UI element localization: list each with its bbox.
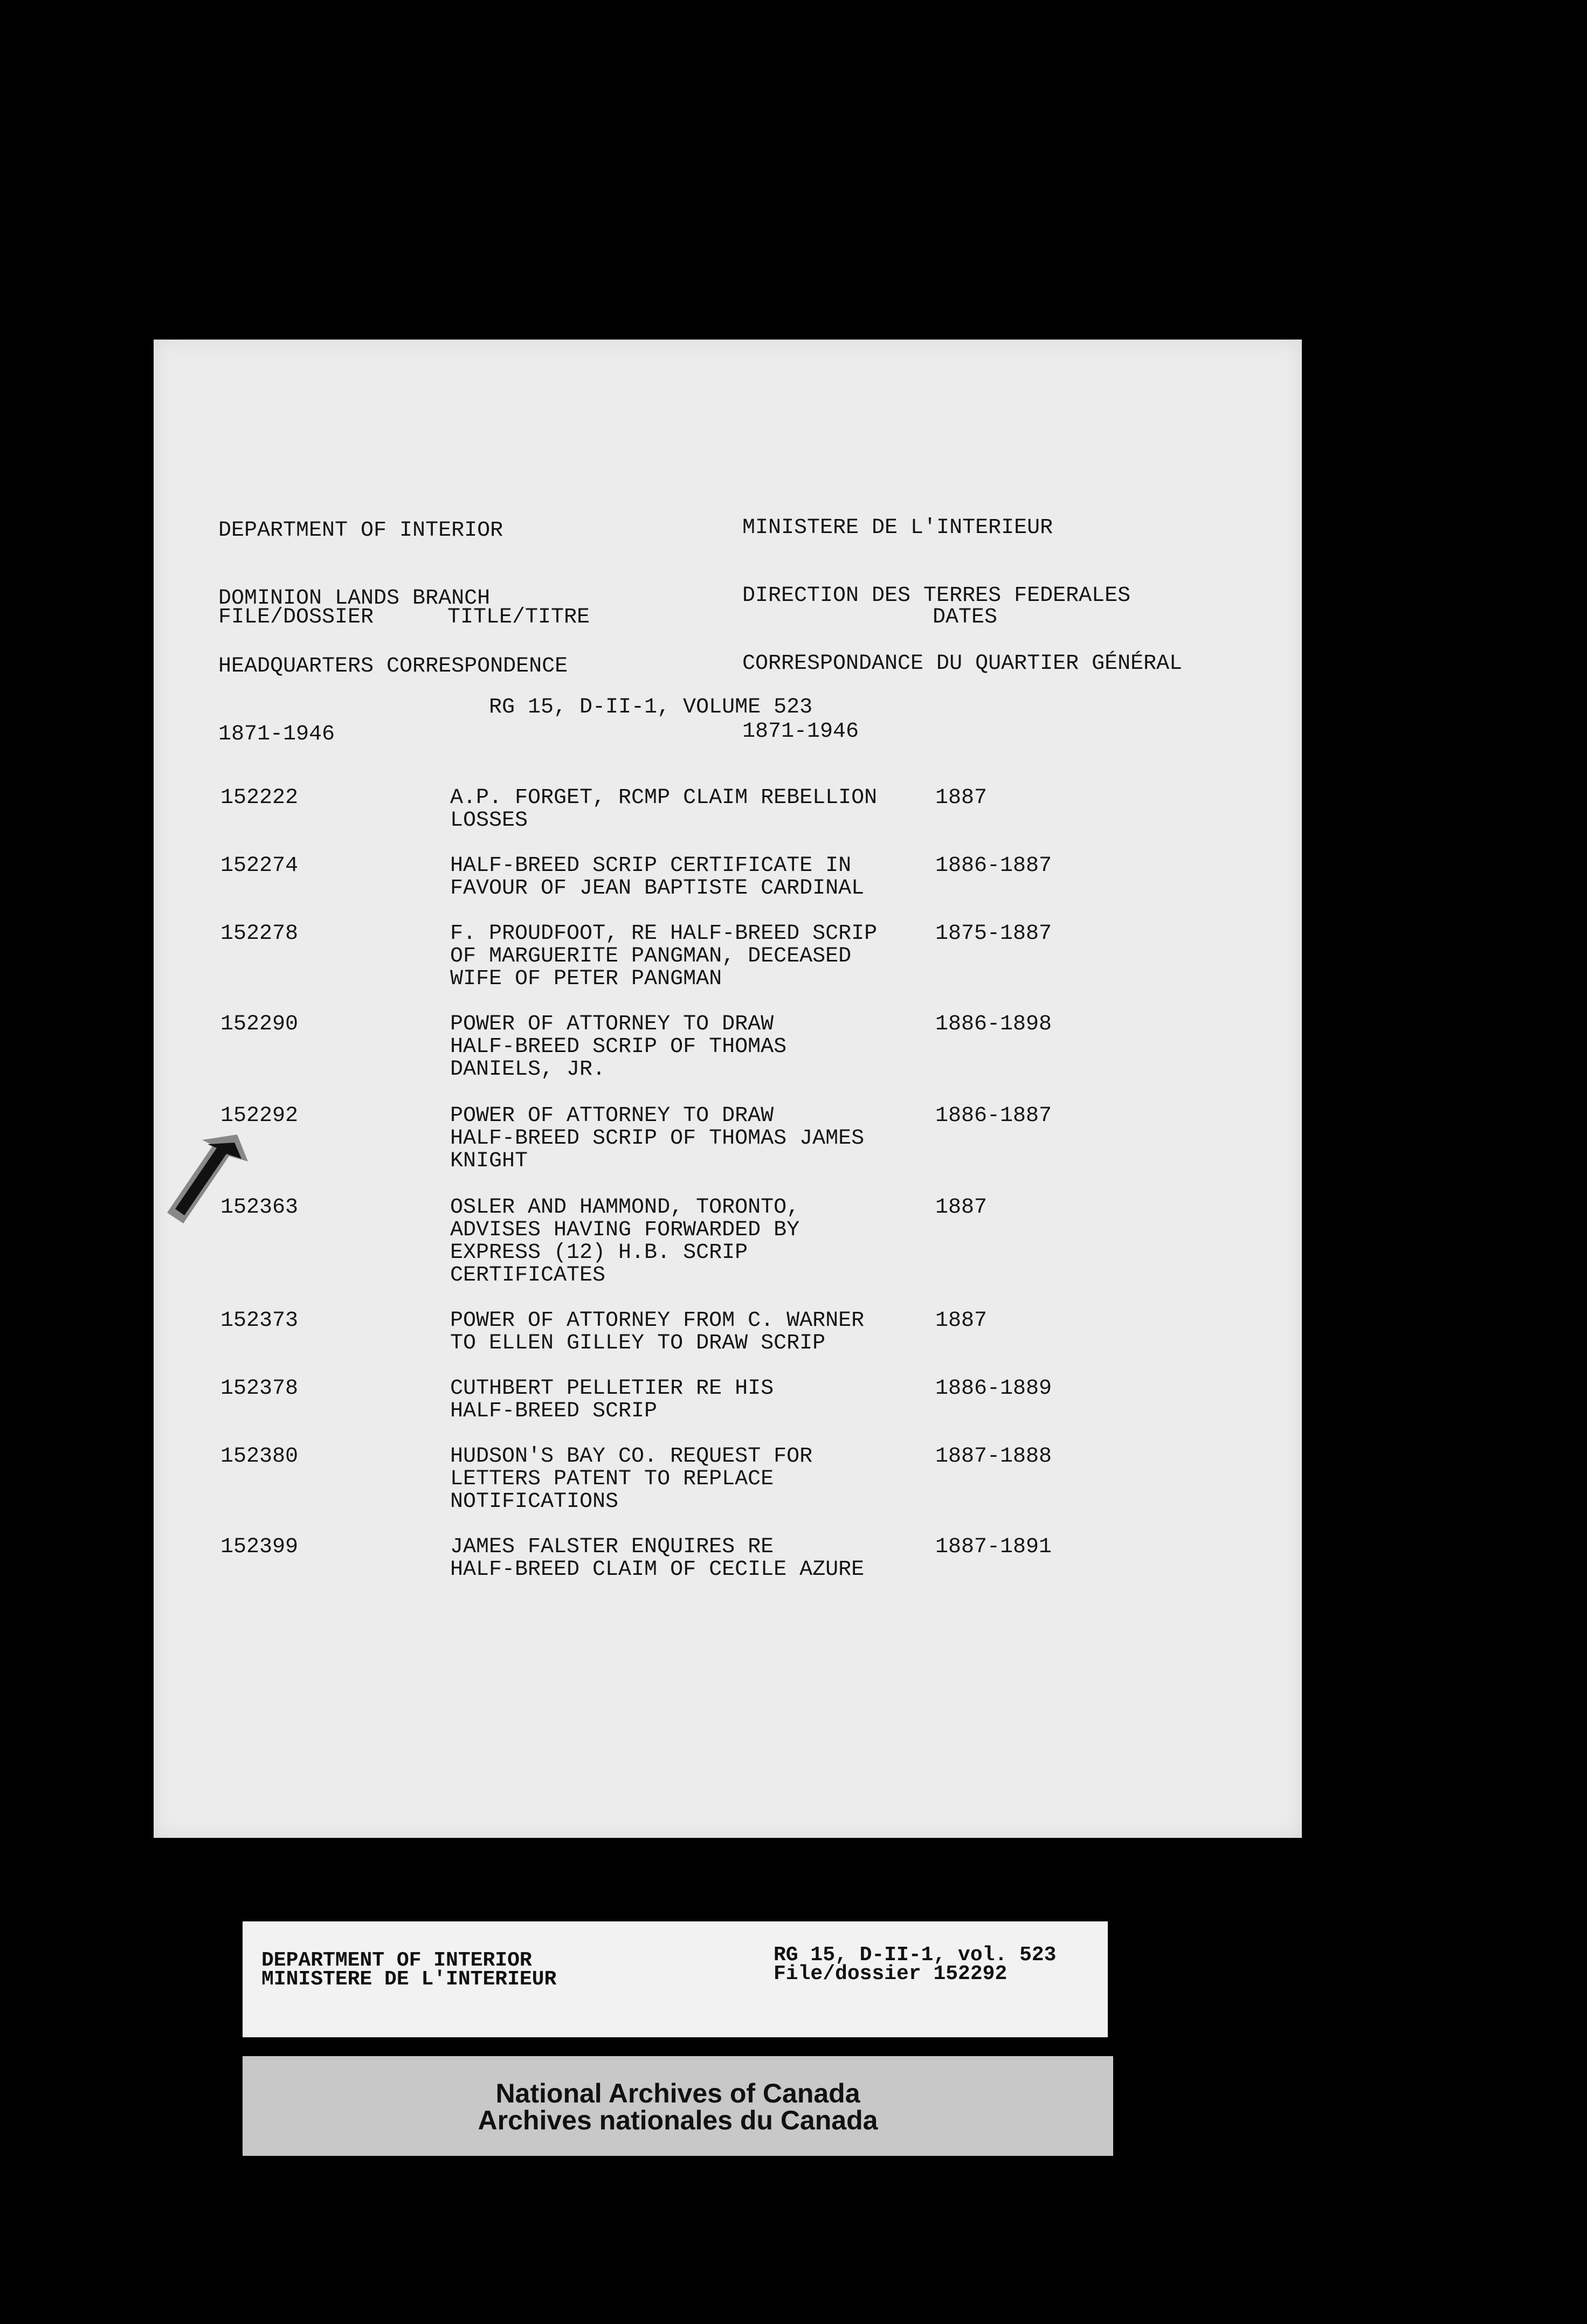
file-number: 152290 [220, 1012, 299, 1036]
header-right-line: CORRESPONDANCE DU QUARTIER GÉNÉRAL [742, 652, 1183, 676]
file-title: F. PROUDFOOT, RE HALF-BREED SCRIP OF MARGUERITE PANGMAN, DECEASED WIFE OF PETER PANGMAN [450, 922, 878, 991]
column-header-dates: DATES [933, 605, 998, 630]
file-title: POWER OF ATTORNEY FROM C. WARNER TO ELLEN GILLEY TO DRAW SCRIP [450, 1309, 865, 1355]
file-dates: 1887 [935, 1309, 988, 1333]
file-dates: 1887-1888 [935, 1444, 1052, 1469]
header-right-line: MINISTERE DE L'INTERIEUR [742, 516, 1053, 540]
volume-heading: RG 15, D-II-1, VOLUME 523 [489, 695, 813, 720]
label-department-en: DEPARTMENT OF INTERIOR [261, 1949, 532, 1972]
file-title: POWER OF ATTORNEY TO DRAW HALF-BREED SCRIP OF THOMAS DANIELS, JR. [450, 1012, 787, 1082]
file-dates: 1886-1889 [935, 1377, 1052, 1401]
header-right-line: DIRECTION DES TERRES FEDERALES [742, 584, 1131, 608]
file-title: HALF-BREED SCRIP CERTIFICATE IN FAVOUR OF JEAN BAPTISTE CARDINAL [450, 854, 865, 901]
header-right-line: 1871-1946 [742, 720, 859, 744]
column-header-file: FILE/DOSSIER [218, 605, 374, 630]
file-dates: 1886-1887 [935, 854, 1052, 878]
label-file-ref: File/dossier 152292 [774, 1962, 1008, 1986]
file-title: POWER OF ATTORNEY TO DRAW HALF-BREED SCRIP OF THOMAS JAMES KNIGHT [450, 1104, 865, 1173]
header-left-line: DEPARTMENT OF INTERIOR [218, 518, 503, 543]
file-number: 152380 [220, 1444, 299, 1469]
file-number: 152292 [220, 1104, 299, 1128]
arrow-marker-icon [156, 1124, 253, 1237]
file-title: CUTHBERT PELLETIER RE HIS HALF-BREED SCRIP [450, 1377, 774, 1423]
file-title: A.P. FORGET, RCMP CLAIM REBELLION LOSSES [450, 786, 878, 833]
file-dates: 1887-1891 [935, 1535, 1052, 1559]
file-title: HUDSON'S BAY CO. REQUEST FOR LETTERS PATENT TO REPLACE NOTIFICATIONS [450, 1444, 813, 1514]
archives-banner [243, 2056, 1113, 2156]
file-number: 152378 [220, 1377, 299, 1401]
archives-name-en: National Archives of Canada [495, 2078, 860, 2108]
file-number: 152278 [220, 922, 299, 946]
document-page [154, 340, 1302, 1838]
header-left-line: DOMINION LANDS BRANCH [218, 586, 491, 611]
file-number: 152399 [220, 1535, 299, 1559]
file-number: 152222 [220, 786, 299, 810]
column-header-title: TITLE/TITRE [447, 605, 590, 630]
file-dates: 1875-1887 [935, 922, 1052, 946]
header-left-line: 1871-1946 [218, 722, 335, 746]
file-number: 152373 [220, 1309, 299, 1333]
file-title: JAMES FALSTER ENQUIRES RE HALF-BREED CLAIM OF CECILE AZURE [450, 1535, 865, 1582]
header-left [218, 474, 568, 791]
file-title: OSLER AND HAMMOND, TORONTO, ADVISES HAVING FORWARDED BY EXPRESS (12) H.B. SCRIP CERTIFICATES [450, 1195, 800, 1288]
archives-name-fr: Archives nationales du Canada [478, 2105, 878, 2135]
header-right [742, 472, 1182, 788]
file-dates: 1886-1887 [935, 1104, 1052, 1128]
file-dates: 1887 [935, 1195, 988, 1220]
file-dates: 1886-1898 [935, 1012, 1052, 1036]
file-number: 152363 [220, 1195, 299, 1220]
archive-reference-label [243, 1921, 1108, 2037]
file-dates: 1887 [935, 786, 988, 810]
label-volume-ref: RG 15, D-II-1, vol. 523 [774, 1943, 1057, 1967]
file-number: 152274 [220, 854, 299, 878]
label-department-fr: MINISTERE DE L'INTERIEUR [261, 1968, 557, 1991]
header-left-line: HEADQUARTERS CORRESPONDENCE [218, 654, 568, 679]
